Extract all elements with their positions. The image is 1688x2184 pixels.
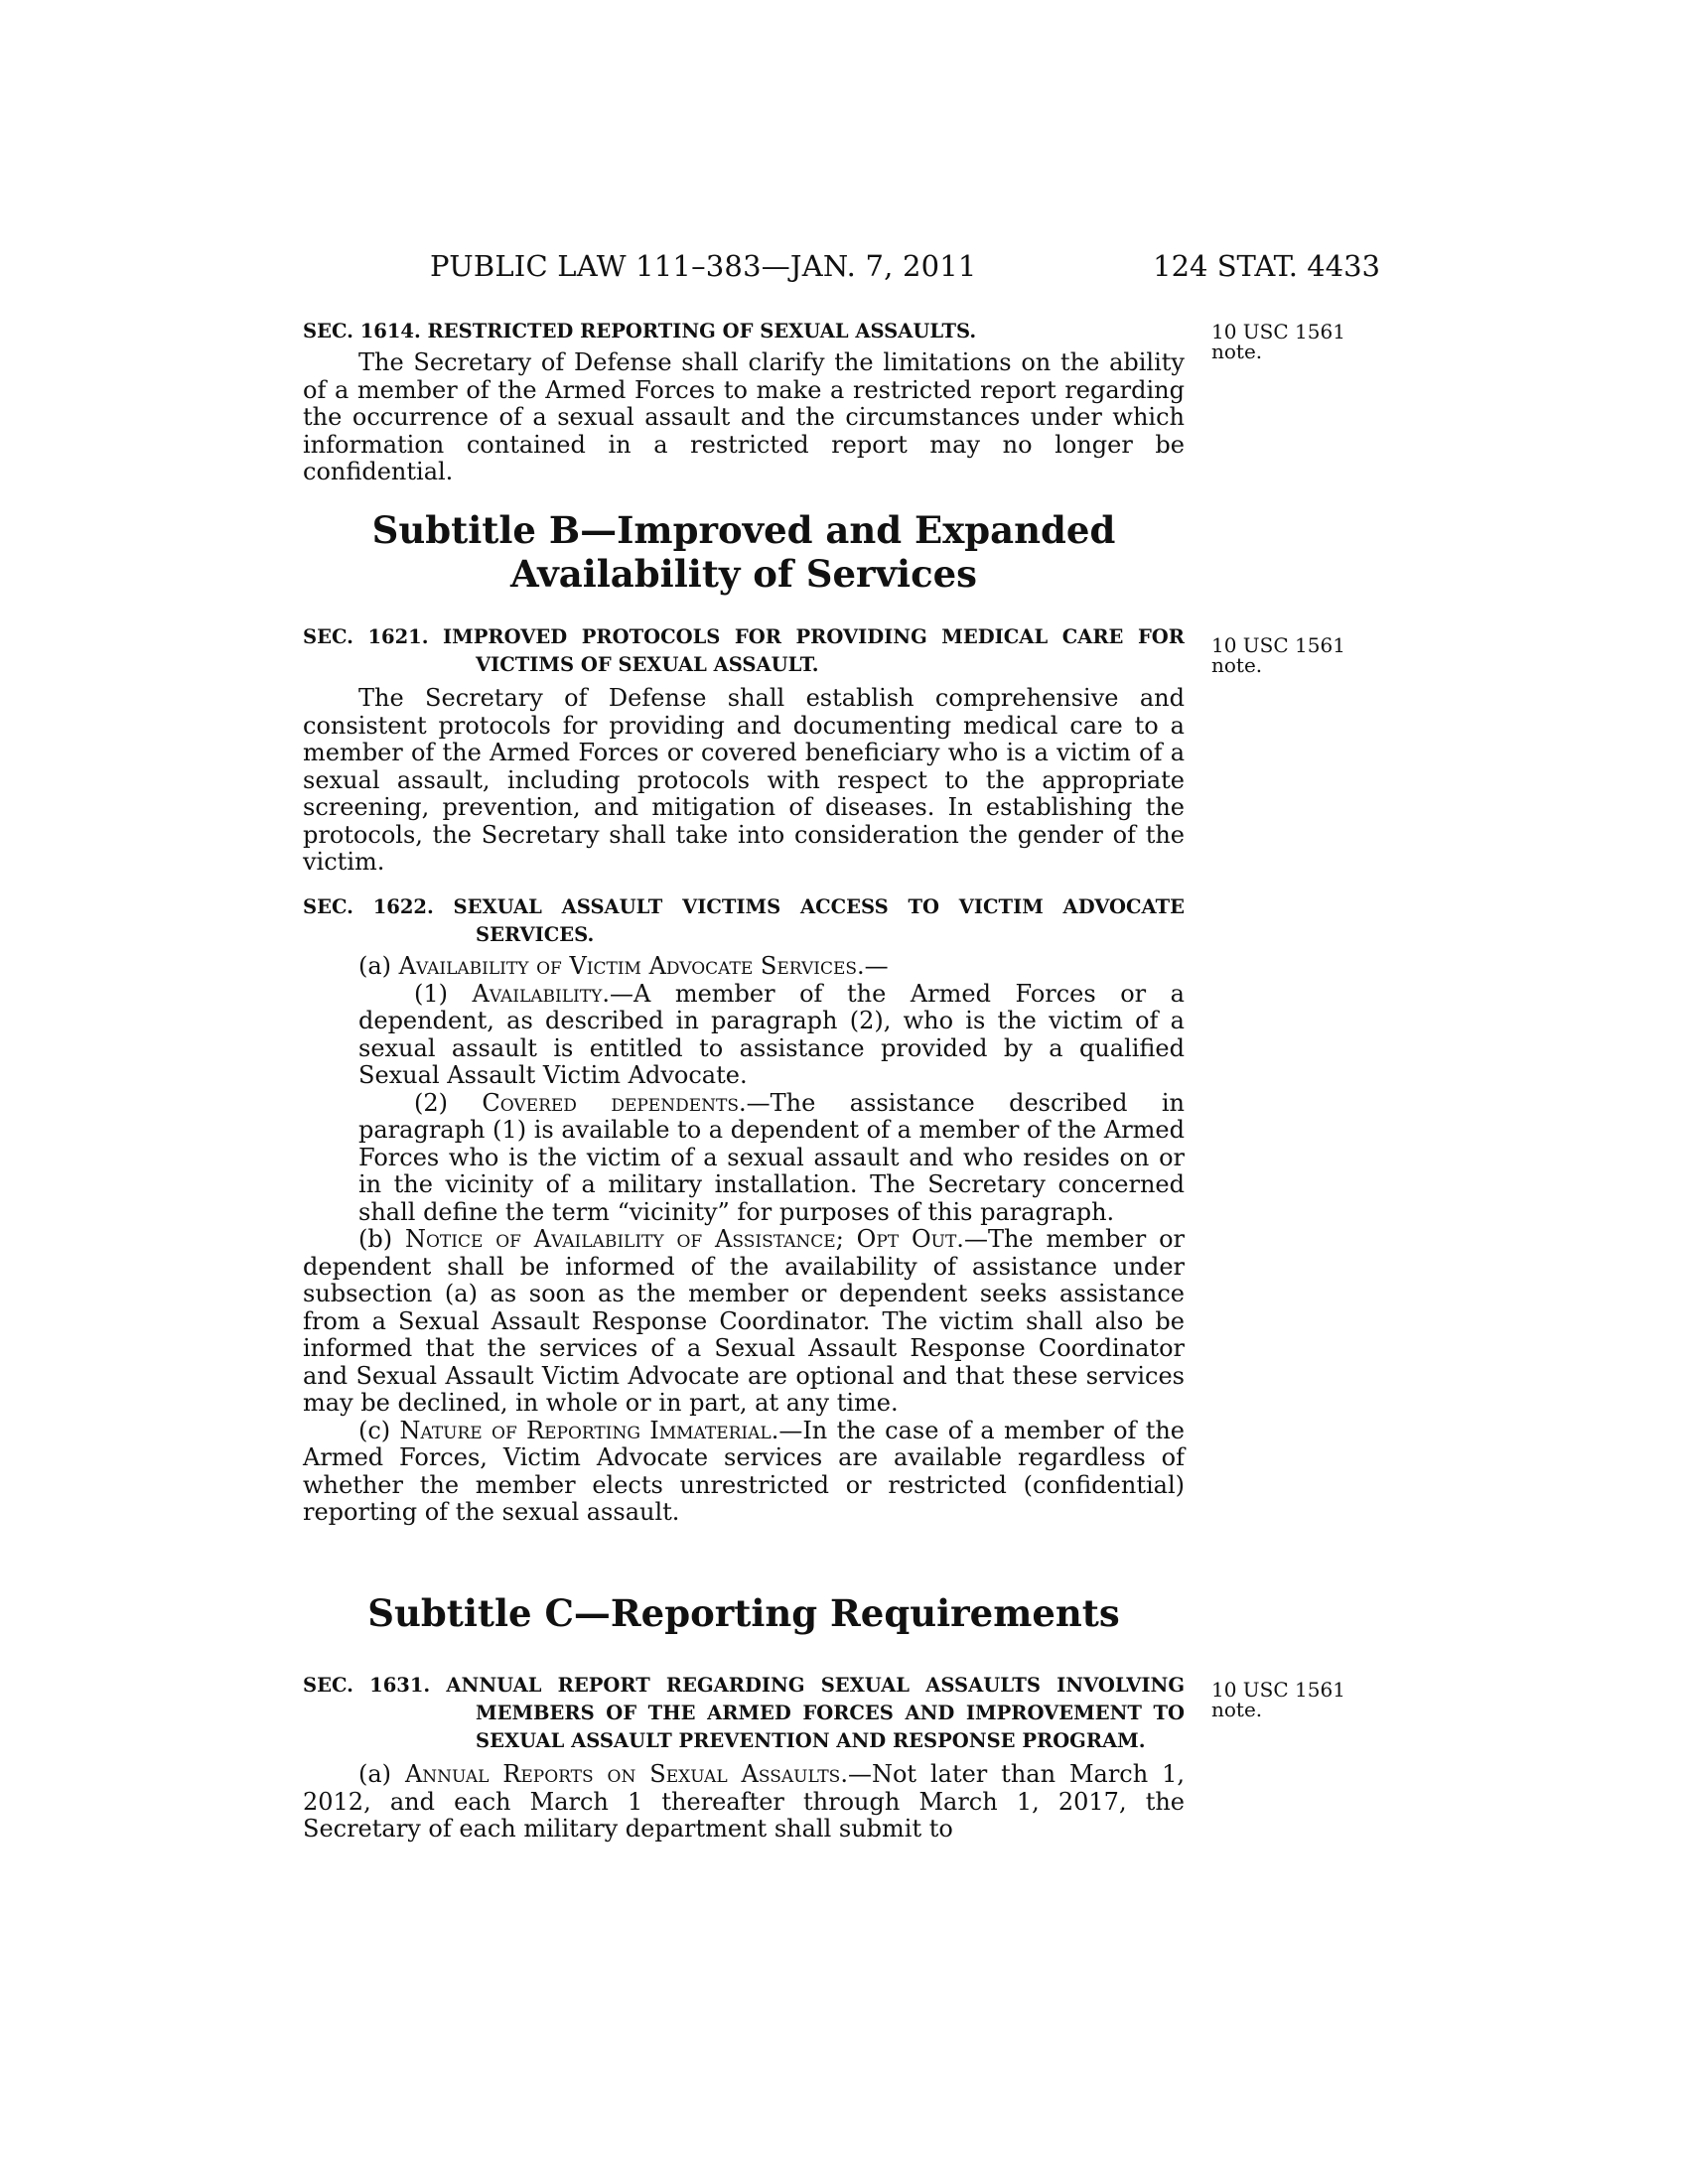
section-heading: SEC. 1621. IMPROVED PROTOCOLS FOR PROVIDING MEDICAL CARE FOR VICTIMS OF SEXUAL ASSAULT.: [303, 625, 1185, 676]
section-body: The Secretary of Defense shall clarify the limitations on the ability of a member of the Armed Forces to make a restricted report regarding the occurrence of a sexual assault and the circumstances under which information contained in a restricted report may no longer be confidential.: [303, 348, 1185, 485]
paragraph-2: [303, 1090, 1185, 1227]
subsection-label: (a): [358, 1760, 405, 1788]
paragraph-1: [303, 981, 1185, 1090]
subsection-body: —The member or dependent shall be informed of the availability of assistance under subsection (a) as soon as the member or dependent seeks assistance from a Sexual Assault Response Coordinator. The victim shall also be informed that the services of a Sexual Assault Response Coordinator and Sexual Assault Victim Advocate are optional and that these services may be declined, in whole or in part, at any time.: [303, 1225, 1186, 1417]
paragraph-body: —A member of the Armed Forces or a dependent, as described in paragraph (2), who is the victim of a sexual assault is entitled to assistance provided by a qualified Sexual Assault Victim Advocate.: [358, 979, 1185, 1089]
subsection-title: Notice of Availability of Assistance; Opt Out.: [404, 1225, 964, 1253]
stat-page-number: 124 STAT. 4433: [1153, 249, 1380, 283]
paragraph-title: Availability.: [472, 979, 610, 1008]
margin-note: 10 USC 1561 note.: [1211, 320, 1345, 363]
subsection-title: Nature of Reporting Immaterial.: [399, 1416, 779, 1444]
subtitle-heading: Availability of Services: [510, 552, 977, 596]
section-heading: SEC. 1614. RESTRICTED REPORTING OF SEXUAL ASSAULTS.: [303, 320, 977, 342]
subsection-c: [303, 1418, 1185, 1527]
margin-note: 10 USC 1561 note.: [1211, 1678, 1345, 1721]
section-body: The Secretary of Defense shall establish comprehensive and consistent protocols for providing and documenting medical care to a member of the Armed Forces or covered beneficiary who is a victim of a sexual assault, including protocols with respect to the appropriate screening, prevention, and mitigation of diseases. In establishing the protocols, the Secretary shall take into consideration the gender of the victim.: [303, 684, 1185, 876]
law-title: PUBLIC LAW 111–383—JAN. 7, 2011: [430, 249, 977, 283]
subsection-title: Availability of Victim Advocate Services.: [398, 952, 865, 980]
dash: —: [864, 952, 889, 980]
paragraph-label: (2): [414, 1088, 483, 1117]
section-heading: SEC. 1622. SEXUAL ASSAULT VICTIMS ACCESS TO VICTIM ADVOCATE SERVICES.: [303, 895, 1185, 946]
subsection-b: [303, 1226, 1185, 1418]
subtitle-b: [303, 508, 1185, 596]
subsection-title: Annual Reports on Sexual Assaults.: [404, 1760, 848, 1788]
section-1631: [303, 1672, 1185, 1843]
subsection-body: —In the case of a member of the Armed Forces, Victim Advocate services are available regardless of whether the member elects unrestricted or restricted (confidential) reporting of the sexual assault.: [303, 1416, 1186, 1526]
margin-note: 10 USC 1561 note.: [1211, 633, 1345, 677]
subsection-label: (c): [358, 1416, 400, 1444]
subsection-label: (b): [358, 1225, 405, 1253]
paragraph-body: —The assistance described in paragraph (1) is available to a dependent of a member of the Armed Forces who is the victim of a sexual assault and who resides on or in the vicinity of a military installation. The Secretary concerned shall define the term “vicinity” for purposes of this paragraph.: [358, 1088, 1186, 1226]
paragraph-label: (1): [414, 979, 473, 1008]
subsection-body: —Not later than March 1, 2012, and each March 1 thereafter through March 1, 2017, the Secretary of each military department shall submit to: [303, 1760, 1186, 1843]
section-1622: [303, 893, 1185, 1527]
section-1621: [303, 623, 1185, 877]
subtitle-heading: Subtitle B—Improved and Expanded: [371, 508, 1116, 552]
paragraph-title: Covered dependents.: [482, 1088, 747, 1117]
section-heading: SEC. 1631. ANNUAL REPORT REGARDING SEXUAL ASSAULTS INVOLVING MEMBERS OF THE ARMED FORCES AND IMPROVEMENT TO SEXUAL ASSAULT PREVENTION AND RESPONSE PROGRAM.: [303, 1674, 1185, 1752]
subsection-label: (a): [358, 952, 399, 980]
section-1614: [303, 318, 1185, 486]
running-header: [303, 249, 1380, 293]
subsection-a: [303, 1761, 1185, 1843]
subtitle-heading: Subtitle C—Reporting Requirements: [367, 1591, 1120, 1635]
subsection-a: [303, 953, 1185, 981]
subtitle-c: [303, 1591, 1185, 1635]
